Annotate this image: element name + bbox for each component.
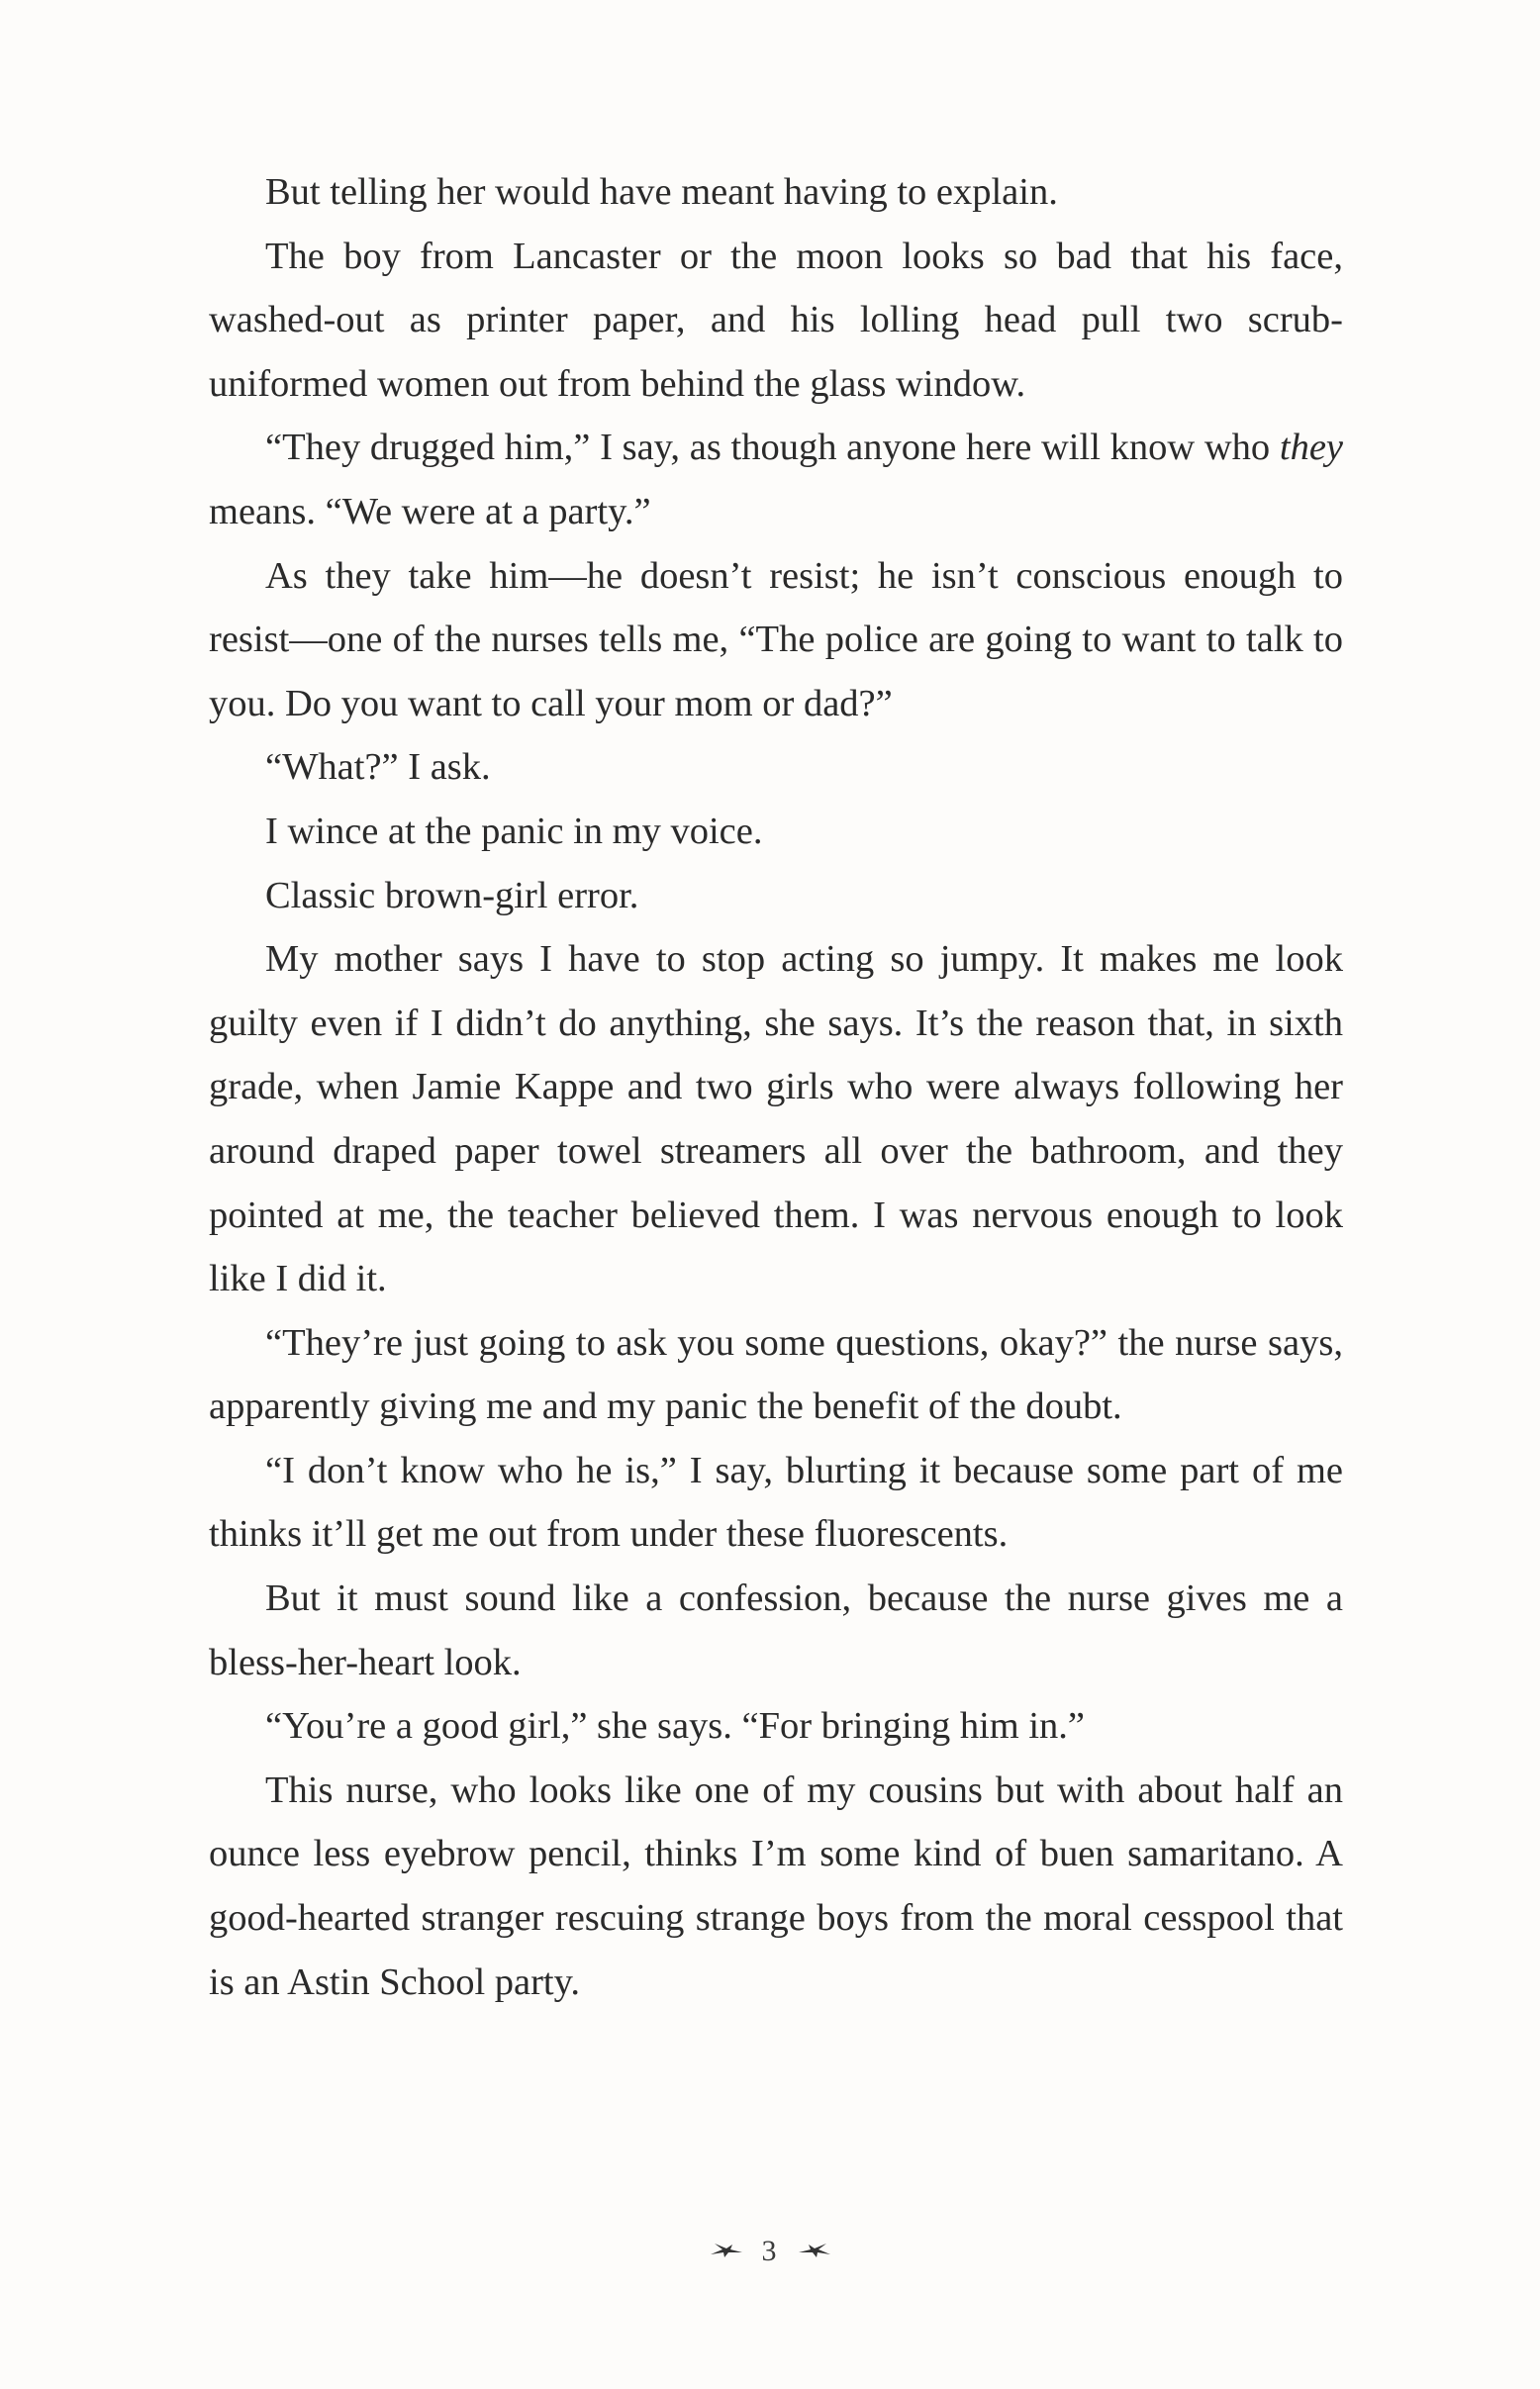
paragraph-6: I wince at the panic in my voice. [265, 810, 763, 852]
body-text [209, 160, 1343, 2014]
paragraph-4: As they take him—he doesn’t resist; he isn’t conscious enough to resist—one of the nurses tells me, “The police are going to want to talk to you. Do you want to call your mom or dad?” [209, 554, 1343, 724]
paragraph-3-italic: they [1279, 427, 1343, 469]
paragraph-3-after: means. “We were at a party.” [209, 490, 651, 532]
page-footer [0, 2233, 1540, 2268]
paragraph-1: But telling her would have meant having to explain. [265, 171, 1058, 213]
paragraph-9: “They’re just going to ask you some questions, okay?” the nurse says, apparently giving me and my panic the benefit of the doubt. [209, 1321, 1343, 1428]
bird-ornament-icon [709, 2235, 744, 2268]
bird-ornament-icon [797, 2235, 832, 2268]
paragraph-12: “You’re a good girl,” she says. “For bringing him in.” [265, 1705, 1085, 1748]
paragraph-3-before: “They drugged him,” I say, as though anyone here will know who [265, 427, 1280, 469]
paragraph-13: This nurse, who looks like one of my cousins but with about half an ounce less eyebrow pencil, thinks I’m some kind of buen samaritano. A good-hearted stranger rescuing strange boys from the moral cesspool that is an Astin School party. [209, 1768, 1343, 2003]
paragraph-2: The boy from Lancaster or the moon looks so bad that his face, washed-out as printer paper, and his lolling head pull two scrub-uniformed women out from behind the glass window. [209, 235, 1343, 405]
paragraph-10: “I don’t know who he is,” I say, blurting it because some part of me thinks it’ll get me out from under these fluorescents. [209, 1449, 1343, 1556]
paragraph-5: “What?” I ask. [265, 746, 491, 789]
paragraph-3 [209, 416, 1343, 543]
paragraph-7: Classic brown-girl error. [265, 874, 639, 916]
page-number: 3 [761, 2235, 779, 2268]
paragraph-8: My mother says I have to stop acting so jumpy. It makes me look guilty even if I didn’t do anything, she says. It’s the reason that, in sixth grade, when Jamie Kappe and two girls who were always following her around draped paper towel streamers all over the bathroom, and they pointed at me, the teacher believed them. I was nervous enough to look like I did it. [209, 938, 1343, 1300]
paragraph-11: But it must sound like a confession, because the nurse gives me a bless-her-heart look. [209, 1577, 1343, 1683]
